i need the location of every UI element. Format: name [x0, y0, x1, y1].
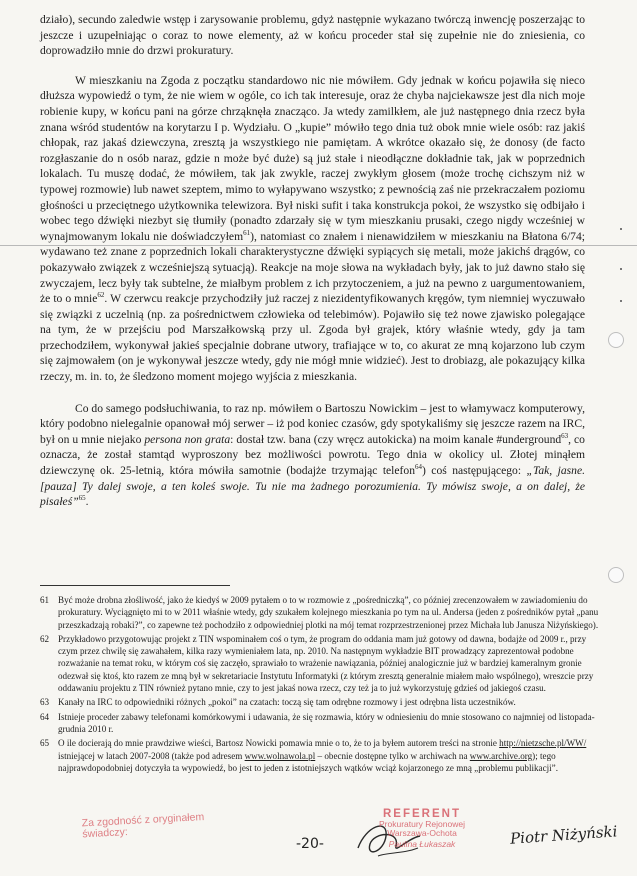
quoted-speech: „Tak, jasne. [pauza] Ty dalej swoje, a ten koleś swoje. Tu nie ma żadnego porozumienia. Ty mówisz swoje, a on dalej, że pisałeś” — [40, 464, 585, 509]
footnote-separator — [40, 585, 230, 586]
footnote-number: 63 — [40, 697, 50, 708]
footnote-number: 62 — [40, 633, 50, 644]
author-signature: Piotr Niżyński — [509, 822, 618, 848]
referent-location: Warszawa-Ochota — [387, 828, 457, 838]
paragraph-3: Co do samego podsłuchiwania, to raz np. mówiłem o Bartoszu Nowickim – jest to włamywacz komputerowy, który podobno nielegalnie opanował mój serwer – iż pod koniec czasów, gdy spotykaliśmy się jeszcze razem na IRC, był on u mnie niejako persona non grata: dostał tzw. bana (czy wręcz autokicka) na moim kanale #underground$^{63}$, co oznacza, że został stamtąd wyproszony bez możliwości powrotu. Tego dnia w okolicy ul. Złotej minąłem dziewczynę ok. 25-letnią, która mówiła samotnie (bodajże trzymając telefon$^{64}$) coś następującego: „Tak, jasne. [pauza] Ty dalej swoje, a ten koleś swoje. Tu nie ma żadnego porozumienia. Ty mówisz swoje, a on dalej, że pisałeś”$^{65}$. — [40, 401, 585, 509]
punch-hole — [608, 567, 624, 583]
footnote-61 — [40, 594, 605, 631]
paragraph-2: W mieszkaniu na Zgoda z początku standardowo nic nie mówiłem. Gdy jednak w końcu pojawiła się nieco dłuższa wypowiedź o tym, że nie wiem w ogóle, co ich tak interesuje, oraz że chyba najciekawsze jest dla nich moje robienie kupy, w końcu pani na górze chrząknęła znacząco. Ja wtedy zamilkłem, ale już następnego dnia rzecz była znana wśród studentów na korytarzu I p. Wydziału. O „kupie” mówiło tego dnia tuż obok mnie wiele osób: raz jakiś chłopak, raz jakaś dziewczyna, zresztą ja wszystkiego nie pamiętam. A wkrótce okazało się, że donosy (de facto rozgłaszanie do n osób naraz, gdzie n może być duże) są już stałe i nieodłączne dokładnie tak, jak w poprzednich lokalach. Tu muszę dodać, że mówiłem, tak jak zwykle, raczej zwykłym głosem (może trochę cichszym niż w typowej rozmowie) lub nawet szeptem, mimo to wyłapywano wszystko; z pewnością zaś nie przekraczałem poziomu głośności u przeciętnego użytkownika telewizora. Był niski sufit i taka konstrukcja pokoi, że wszystko się odbijało i wobec tego dźwięki niezbyt się tłumiły (ponadto zdarzały się w tym mieszkaniu prusaki, czego nigdy wcześniej w wynajmowanym lokalu nie doświadczyłem$^{61}$), natomiast co znałem i nienawidziłem w mieszkaniu na Błatona 6/74; wydawano też znane z poprzednich lokali charakterystyczne dźwięki sypiących się metali, może jakichś drągów, co pokazywało związek z wcześniejszą sytuacją). Reakcje na moje słowa na wykładach były, jak to już dawno stało się zwyczajem, lecz były tak subtelne, że miałbym problem z ich przytoczeniem, a już na pewno z uargumentowaniem, że to o mnie$^{62}$. W czerwcu reakcje przychodziły już raczej z niezidentyfikowanych kręgów, tym niemniej wyczuwało się związki z uczelnią (np. za pośrednictwem człowieka od telebimów). Pojawiło się też nowe zjawisko polegające na tym, że w przejściu pod Marszałkowską przy ul. Zgoda był grajek, który właśnie wtedy, gdy ja tam przechodziłem, wykonywał jakieś specjalnie dobrane utwory, trafiające w to, co akurat ze mną kojarzono lub czym się zajmowałem (on je wykonywał jeszcze wtedy, gdy nie mógł mnie widzieć). Jest to drobiazg, ale pokazujący kilka rzeczy, m. in. to, że śledzono moment mojego wyjścia z mieszkania. — [40, 73, 586, 384]
footnote-ref-65[interactable]: 65 — [78, 494, 86, 503]
certification-line-2: świadczy: — [82, 826, 129, 841]
footnote-ref-63[interactable]: 63 — [561, 431, 569, 440]
footnote-ref-62[interactable]: 62 — [97, 291, 105, 300]
referent-office: Prokuratury Rejonowej — [379, 819, 465, 829]
footnote-64 — [40, 711, 605, 736]
referent-title: REFERENT — [383, 808, 461, 820]
link-archive[interactable]: www.archive.org — [469, 750, 533, 761]
footnote-text: Istnieje proceder zabawy telefonami komórkowymi i udawania, że się rozmawia, który w odniesieniu do mnie stosowano co najmniej od listopada-grudnia 2010 r. — [58, 711, 595, 734]
footnote-text: Kanały na IRC to odpowiedniki różnych „pokoi” na czatach: toczą się tam odrębne rozmowy i jest odrębna lista uczestników. — [58, 697, 516, 708]
page-number: -20- — [296, 836, 324, 852]
scan-speck — [620, 228, 622, 230]
footnote-63 — [40, 696, 605, 708]
footnote-text: O ile docierają do mnie prawdziwe wieści, Bartosz Nowicki pomawia mnie o to, że to ja byłem autorem treści na stronie http://nietzsche.pl/WW/ istniejącej w latach 2007-2008 (także pod adresem www.wolnawola.pl – obecnie dostępne tylko w archiwach na www.archive.org); tego najprawdopodobniej dotyczyła ta wypowiedź, bo jest to jeden z istotniejszych wątków wciąż kojarzonego ze mną „problemu publikacji”. — [58, 738, 587, 773]
scan-speck — [620, 268, 622, 270]
certification-line-1: Za zgodność z oryginałem — [81, 811, 205, 830]
footnote-number: 64 — [40, 711, 50, 722]
footnote-ref-61[interactable]: 61 — [243, 228, 251, 237]
scan-speck — [620, 300, 622, 302]
link-nietzsche[interactable]: http://nietzsche.pl/WW/ — [499, 738, 587, 749]
certification-stamp — [82, 812, 213, 841]
referent-stamp — [362, 808, 482, 849]
footnote-number: 61 — [40, 595, 50, 605]
footnote-text: Być może drobna złośliwość, jako że kiedyś w 2009 pytałem o to w rozmowie z „pośredniczką”, co później zrecenzowałem w zawiadomieniu do prokuratury. Wyciągnięto mi to w 2011 właśnie wtedy, gdy szukałem kolejnego mieszkania po tym na ul. Andersa (jeden z pośredników pytał „panu przeszkadzają robaki?”, co zapewne też pochodziło z odpowiedniej plotki na mój temat rozprzestrzenionej przez Michała lub Janusza Niżyńskiego). — [58, 595, 599, 630]
footnote-number: 65 — [40, 738, 50, 749]
body-text — [40, 12, 585, 524]
footnote-ref-64[interactable]: 64 — [415, 463, 423, 472]
referent-name: Paulina Łukaszak — [388, 839, 456, 849]
footnote-text: Przykładowo przygotowując projekt z TIN wspominałem coś o tym, że program do oddania mam już gotowy od dawna, bodajże od 2009 r., przy czym przez chwilę się zawahałem, kilka razy wymieniałem lata, np. 2010. Na następnym wykładzie BIT prowadzący zaprezentował podobne rozważanie na temat roku, w którym coś się zaczęło, sprawiało to wrażenie nawiązania, później analogicznie już w bardziej kameralnym gronie odezwał się ktoś, kto razem ze mną był w sekretariacie Instytutu Informatyki (z którym zresztą generalnie miałem mało wspólnego), wreszcie przy oddawaniu projektu z TIN również pytano mnie, czy to jest jakaś nowa rzecz, czy też ja to już wykorzystuję gdzieś od jakiegoś czasu. — [58, 633, 594, 694]
link-wolnawola[interactable]: www.wolnawola.pl — [244, 750, 316, 761]
footnote-62 — [40, 633, 605, 694]
footnote-65 — [40, 737, 605, 774]
emphasis-text: persona non grata — [144, 432, 231, 446]
footnotes — [40, 594, 605, 776]
paragraph-1: działo), secundo zaledwie wstęp i zarysowanie problemu, gdyż następnie wykazano twórczą inwencję poszerzając to jeszcze i uzupełniając o coraz to nowe elementy, aż w końcu proceder stał się zupełnie nie do zniesienia, co doprowadziło mnie do drzwi prokuratury. — [40, 13, 585, 58]
punch-hole — [608, 332, 624, 348]
